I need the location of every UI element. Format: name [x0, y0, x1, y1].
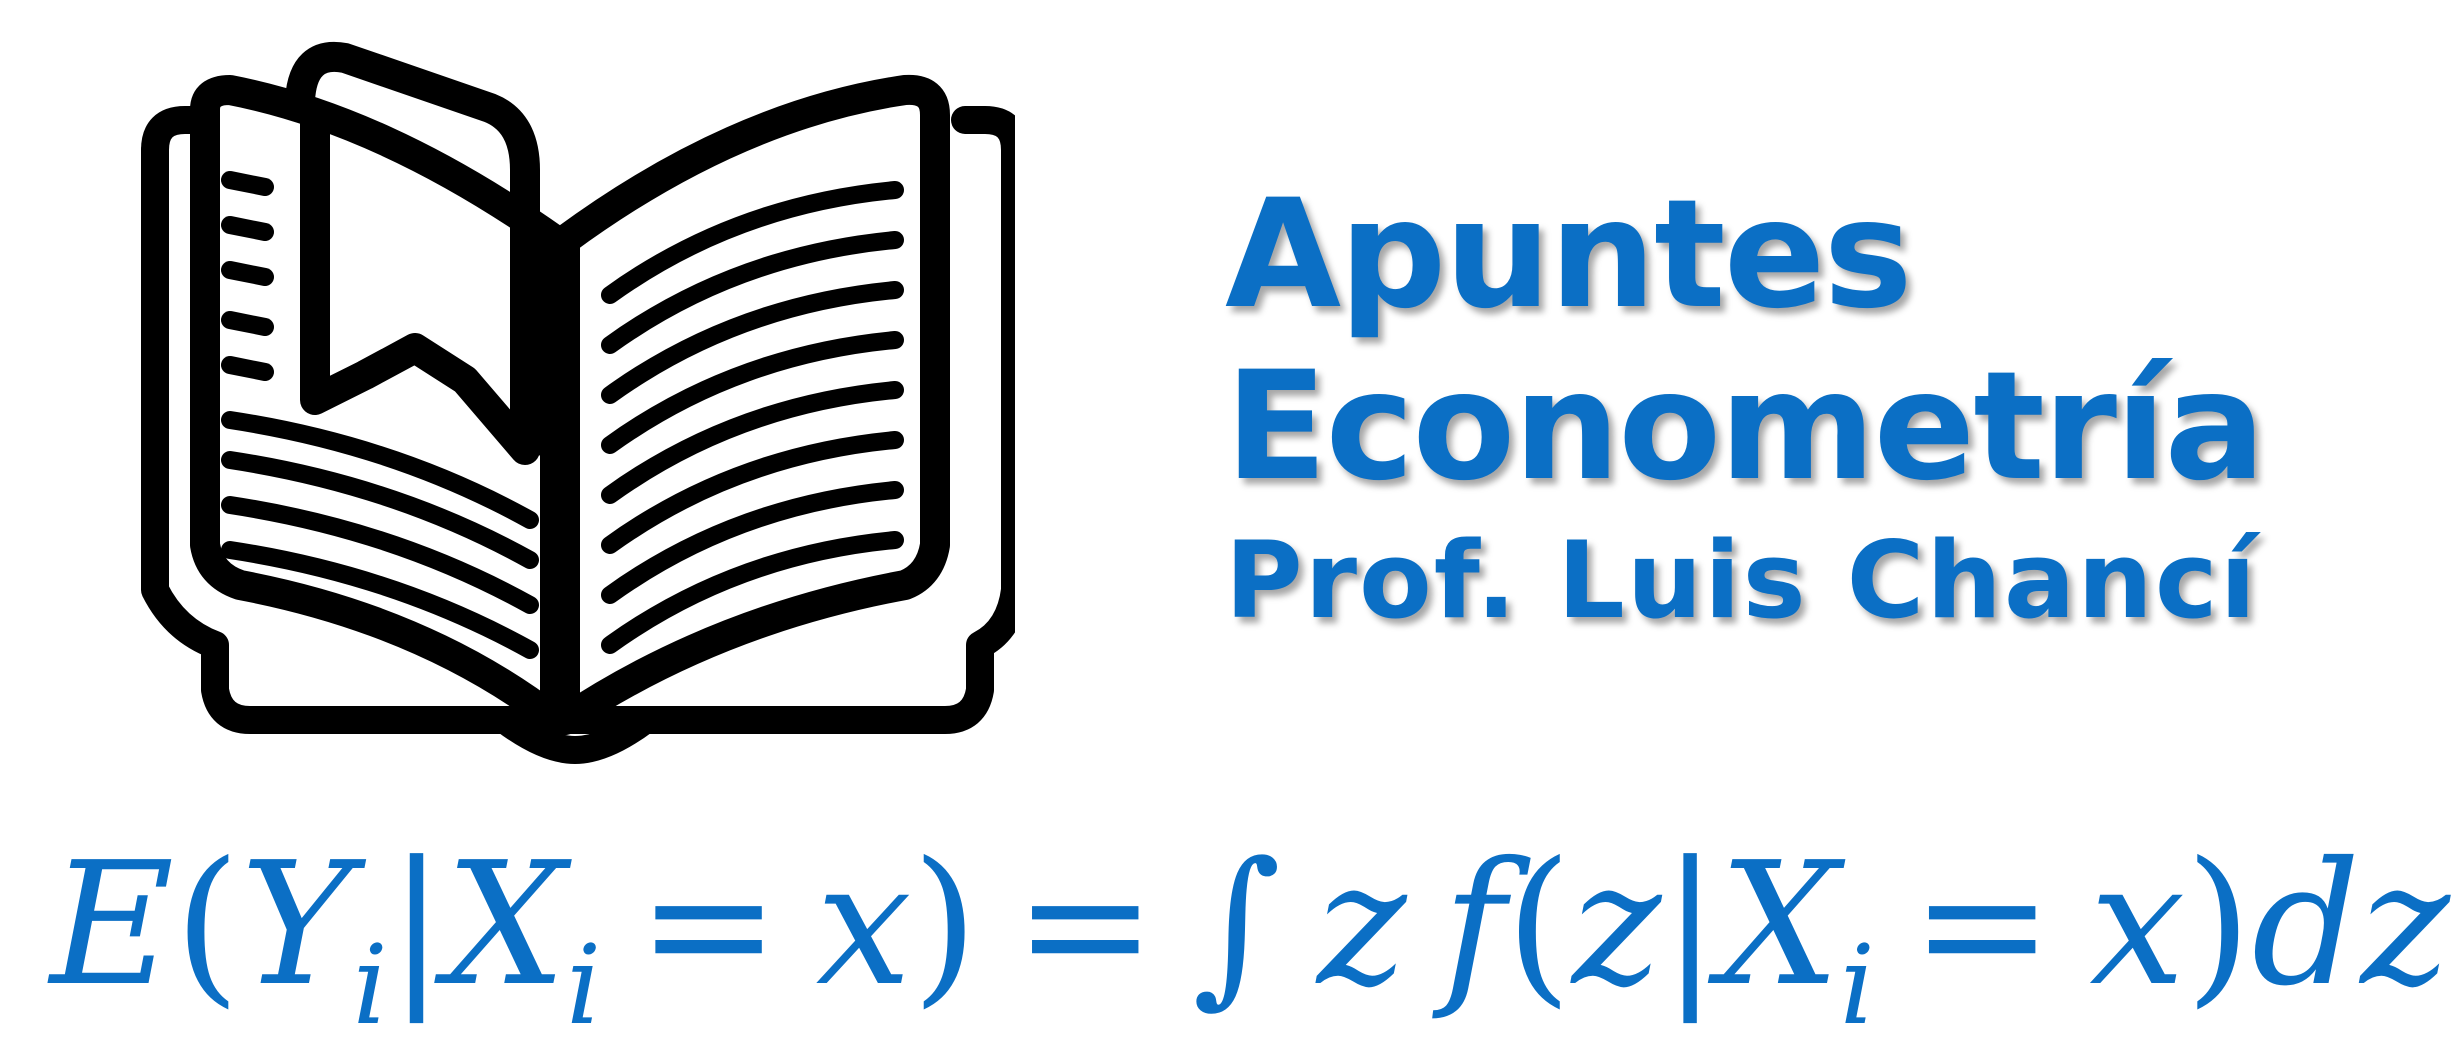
formula-sub-i: i: [566, 921, 602, 1049]
formula-z: z: [1317, 826, 1407, 1024]
formula-E: E: [50, 826, 175, 1024]
formula-z: z: [1571, 826, 1662, 1024]
formula-sub-i: i: [352, 921, 388, 1049]
formula-Y: Y: [240, 826, 353, 1024]
right-page-text-lines: [610, 190, 895, 645]
formula-equals: =: [1014, 826, 1157, 1024]
formula-x: x: [815, 826, 912, 1024]
formula-dz: dz: [2251, 826, 2450, 1024]
formula-close-paren: ): [2185, 826, 2252, 1024]
title-econometria: Econometría: [1225, 340, 2264, 514]
formula-close-paren: ): [911, 826, 979, 1024]
author-name: Prof. Luis Chancí: [1225, 519, 2259, 642]
formula-f: f: [1442, 826, 1506, 1024]
formula-open-paren: (: [174, 826, 241, 1024]
formula-x: x: [2089, 826, 2186, 1024]
open-book-with-bookmark-icon: [135, 30, 1015, 770]
formula-equals: =: [1910, 826, 2054, 1024]
title-block: [1225, 168, 2264, 642]
formula-X: X: [445, 826, 567, 1024]
formula-bar: |: [387, 826, 446, 1024]
conditional-expectation-formula: [50, 826, 2450, 1049]
formula-bar: |: [1661, 826, 1719, 1024]
formula-integral: ∫: [1192, 826, 1282, 1024]
book-back-cover-edge: [155, 120, 1015, 150]
formula-equals: =: [637, 826, 780, 1024]
formula-sub-i: i: [1839, 921, 1875, 1049]
title-apuntes: Apuntes: [1225, 168, 1911, 342]
formula-X: X: [1718, 826, 1840, 1024]
formula-open-paren: (: [1505, 826, 1572, 1024]
